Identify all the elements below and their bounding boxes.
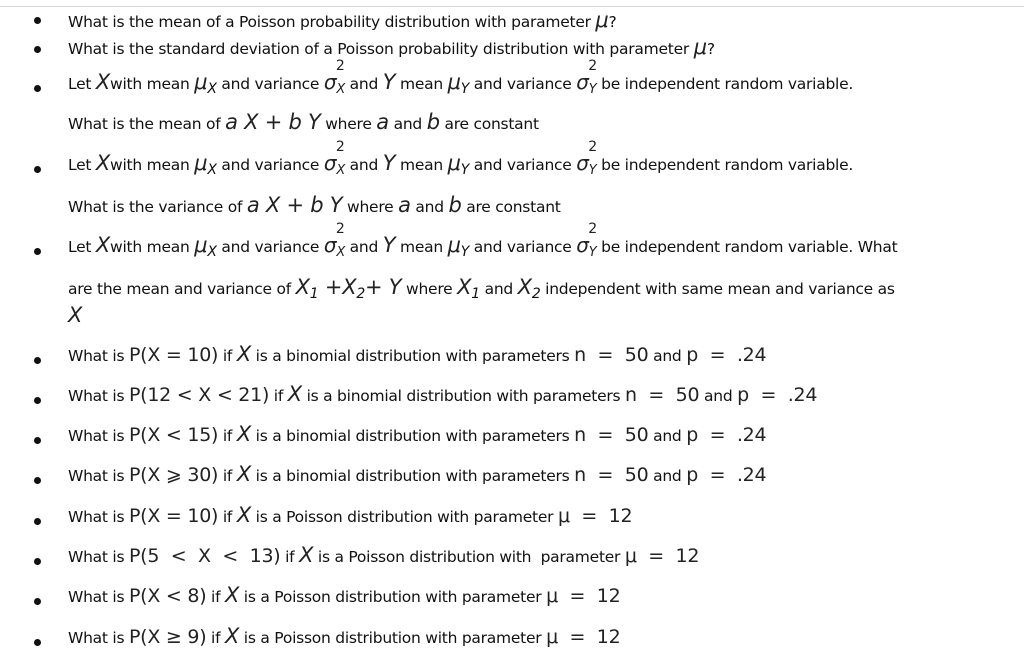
bullet	[34, 166, 41, 173]
text: where	[320, 115, 377, 133]
probability-expression: P(X ≥ 9)	[128, 626, 207, 648]
probability-question	[68, 583, 620, 607]
question-poisson-sd	[68, 35, 715, 59]
bullet	[34, 477, 41, 484]
subscript: Y	[460, 162, 470, 178]
mu-symbol: μ	[194, 233, 208, 257]
x-symbol: X	[236, 503, 251, 527]
probability-question	[68, 462, 766, 486]
text: mean	[395, 156, 448, 174]
text: and	[648, 427, 687, 445]
parameter-expression: p = .24	[686, 344, 767, 366]
bullet	[34, 397, 41, 404]
text: is a Poisson distribution with parameter	[313, 548, 625, 566]
probability-expression: P(5 < X < 13)	[128, 545, 281, 567]
text: Let	[68, 156, 96, 174]
text: with mean	[110, 156, 195, 174]
probability-expression: P(X = 10)	[128, 505, 219, 527]
text: is a Poisson distribution with parameter	[239, 629, 547, 647]
y-symbol: Y	[382, 151, 396, 175]
b-symbol: b	[310, 193, 324, 217]
text: What is	[68, 588, 129, 606]
text: and	[410, 198, 449, 216]
text: with mean	[110, 75, 195, 93]
text: and	[699, 387, 738, 405]
text: and	[345, 75, 383, 93]
text: and variance	[469, 75, 577, 93]
mu-symbol: μ	[693, 35, 707, 59]
text: and	[345, 238, 383, 256]
question-text: What is the standard deviation of a Poisson probability distribution with parameter	[68, 40, 694, 58]
x-symbol: X	[224, 624, 240, 648]
text: if	[280, 548, 300, 566]
sigma-y-squared: σ 2 $_Y$	[576, 221, 597, 260]
mu-symbol: μ	[194, 151, 208, 175]
probability-expression: P(12 < X < 21)	[128, 384, 270, 406]
parameter-expression: p = .24	[686, 424, 767, 446]
x-symbol: X	[236, 422, 251, 446]
x-symbol: X	[95, 70, 111, 94]
text: and	[648, 467, 687, 485]
subscript: Y	[460, 244, 470, 260]
text: if	[218, 467, 237, 485]
sigma-y-squared: σ 2 $_Y$	[576, 58, 597, 97]
question-mean-linear-combo-line2	[68, 110, 539, 134]
text: and	[388, 115, 427, 133]
text: is a binomial distribution with parameters	[301, 387, 626, 405]
bullet	[34, 357, 41, 364]
x1-symbol: X	[457, 275, 472, 299]
y-symbol: Y	[382, 70, 396, 94]
sigma-x-squared: σ 2 $_X$	[323, 139, 345, 178]
mu-symbol: μ	[194, 70, 208, 94]
text: are constant	[439, 115, 539, 133]
text: and variance	[216, 75, 324, 93]
text: be independent random variable. What	[596, 238, 898, 256]
x-symbol: X	[236, 462, 251, 486]
math: +	[365, 275, 389, 299]
probability-expression: P(X = 10)	[128, 344, 219, 366]
math: X +	[237, 110, 289, 134]
probability-expression: P(X < 8)	[128, 585, 207, 607]
text: and	[648, 347, 687, 365]
probability-question	[68, 503, 632, 527]
a-symbol: a	[398, 193, 411, 217]
subscript: Y	[460, 81, 470, 97]
sigma-y-squared: σ 2 $_Y$	[576, 139, 597, 178]
question-sum-vars-line1	[68, 221, 898, 260]
a-symbol: a	[376, 110, 389, 134]
probability-question	[68, 382, 817, 406]
text: if	[218, 347, 237, 365]
bullet	[34, 639, 41, 646]
question-mean-linear-combo-line1	[68, 58, 854, 97]
parameter-expression: p = .24	[737, 384, 818, 406]
text: is a Poisson distribution with parameter	[250, 508, 558, 526]
x-symbol: X	[236, 342, 251, 366]
subscript: 2	[531, 286, 541, 302]
text: is a binomial distribution with parameters	[250, 467, 575, 485]
bullet	[34, 248, 41, 255]
text: Let	[68, 75, 96, 93]
text: What is	[68, 467, 129, 485]
text: is a binomial distribution with parameters	[250, 347, 575, 365]
text: be independent random variable.	[596, 156, 854, 174]
text: What is	[68, 508, 129, 526]
text: if	[206, 588, 225, 606]
x-symbol: X	[299, 543, 314, 567]
probability-question	[68, 543, 699, 567]
question-variance-linear-combo-line1	[68, 139, 854, 178]
mu-symbol: μ	[447, 70, 461, 94]
question-end: ?	[608, 13, 617, 31]
parameter-expression: n = 50	[574, 344, 649, 366]
math: X +	[259, 193, 311, 217]
bullet	[34, 437, 41, 444]
x-symbol: X	[68, 303, 83, 327]
subscript: X	[207, 162, 217, 178]
bullet	[34, 598, 41, 605]
question-sum-vars-line2	[68, 275, 895, 302]
y-symbol: Y	[301, 110, 321, 134]
text: and variance	[216, 238, 324, 256]
text: are constant	[461, 198, 561, 216]
mu-symbol: μ	[447, 151, 461, 175]
bullet	[34, 558, 41, 565]
b-symbol: b	[448, 193, 462, 217]
b-symbol: b	[288, 110, 302, 134]
text: and variance	[469, 156, 577, 174]
text: where	[401, 280, 458, 298]
text: if	[269, 387, 288, 405]
parameter-expression: μ = 12	[624, 545, 700, 567]
text: What is	[68, 629, 129, 647]
subscript: 1	[471, 286, 480, 302]
question-sum-vars-line3	[68, 303, 82, 327]
probability-question	[68, 624, 620, 648]
question-text: What is the mean of a Poisson probability distribution with parameter	[68, 13, 596, 31]
probability-expression: P(X < 15)	[128, 424, 219, 446]
text: where	[342, 198, 399, 216]
a-symbol: a	[225, 110, 238, 134]
bullet	[34, 46, 41, 53]
text: mean	[395, 238, 448, 256]
parameter-expression: μ = 12	[546, 585, 621, 607]
subscript: X	[207, 81, 217, 97]
text: and	[345, 156, 383, 174]
text: with mean	[110, 238, 195, 256]
question-variance-linear-combo-line2	[68, 193, 561, 217]
text: if	[206, 629, 225, 647]
x2-symbol: X	[517, 275, 532, 299]
x1-symbol: X	[295, 275, 310, 299]
bullet	[34, 17, 41, 24]
parameter-expression: μ = 12	[546, 626, 621, 648]
x-symbol: X	[95, 151, 111, 175]
text: if	[218, 508, 237, 526]
y-symbol: Y	[388, 275, 402, 299]
text: What is the variance of	[68, 198, 247, 216]
text: is a binomial distribution with parameters	[250, 427, 575, 445]
text: are the mean and variance of	[68, 280, 296, 298]
x-symbol: X	[287, 382, 302, 406]
parameter-expression: μ = 12	[557, 505, 633, 527]
a-symbol: a	[246, 193, 260, 217]
text: and	[479, 280, 518, 298]
text: Let	[68, 238, 96, 256]
sigma-x-squared: σ 2 $_X$	[323, 221, 345, 260]
text: and variance	[216, 156, 324, 174]
text: and variance	[469, 238, 577, 256]
subscript: 2	[356, 286, 366, 302]
probability-expression: P(X ⩾ 30)	[128, 464, 219, 486]
math: +	[318, 275, 343, 299]
text: mean	[395, 75, 448, 93]
probability-question	[68, 422, 766, 446]
x2-symbol: X	[342, 275, 357, 299]
y-symbol: Y	[382, 233, 396, 257]
parameter-expression: p = .24	[686, 464, 767, 486]
subscript: 1	[309, 286, 319, 302]
probability-question	[68, 342, 766, 366]
bullet	[34, 85, 41, 92]
text: What is	[68, 347, 129, 365]
text: What is	[68, 427, 129, 445]
text: What is the mean of	[68, 115, 226, 133]
parameter-expression: n = 50	[574, 424, 649, 446]
text: What is	[68, 387, 129, 405]
question-poisson-mean	[68, 8, 617, 32]
mu-symbol: μ	[595, 8, 609, 32]
parameter-expression: n = 50	[625, 384, 700, 406]
y-symbol: Y	[323, 193, 343, 217]
question-end: ?	[706, 40, 715, 58]
subscript: X	[207, 244, 217, 260]
x-symbol: X	[224, 583, 240, 607]
mu-symbol: μ	[447, 233, 461, 257]
text: is a Poisson distribution with parameter	[239, 588, 547, 606]
text: What is	[68, 548, 129, 566]
text: be independent random variable.	[596, 75, 854, 93]
x-symbol: X	[95, 233, 111, 257]
text: if	[218, 427, 237, 445]
sigma-x-squared: σ 2 $_X$	[323, 58, 345, 97]
top-divider	[0, 6, 1024, 7]
bullet	[34, 518, 41, 525]
text: independent with same mean and variance as	[540, 280, 895, 298]
parameter-expression: n = 50	[574, 464, 649, 486]
b-symbol: b	[426, 110, 440, 134]
